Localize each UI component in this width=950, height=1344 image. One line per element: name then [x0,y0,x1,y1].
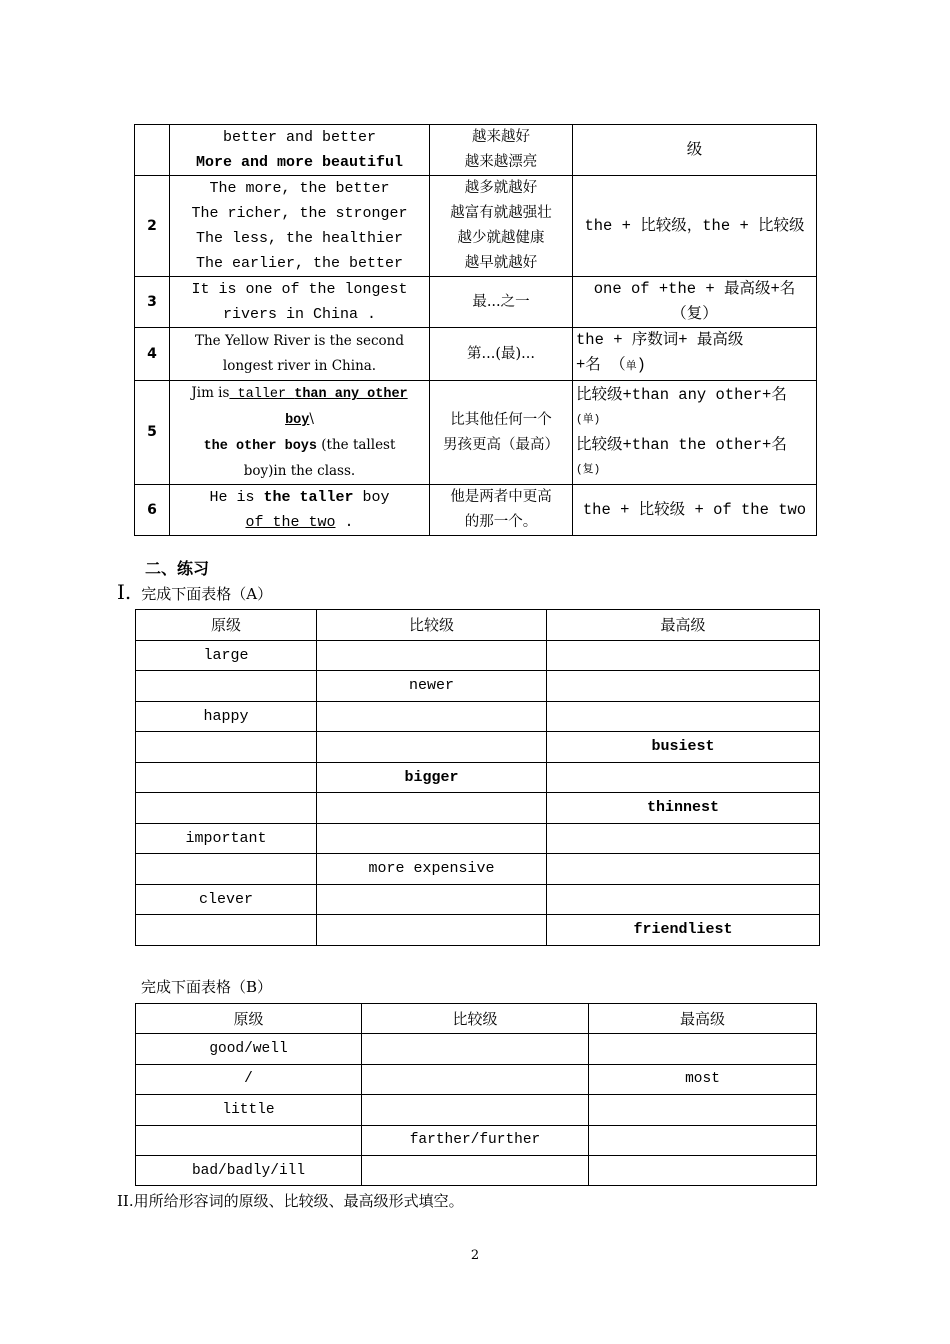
example-cell: better and better More and more beautiful [170,125,430,176]
table-row [135,485,817,536]
row-number [135,125,170,176]
table-row [135,328,817,381]
structure-cell: 比较级+than any other+名 (单) 比较级+than the other+名 (复) [573,381,817,485]
section-heading: 二、练习 [145,559,210,578]
row-number: 6 [135,485,170,536]
example-cell: He is the taller boy of the two . [170,485,430,536]
table-cell: bigger [317,762,547,793]
table-row [136,671,820,702]
table-cell [547,762,820,793]
column-header: 比较级 [362,1004,589,1034]
table-cell [136,762,317,793]
part1-label: I. 完成下面表格（A） [117,580,273,604]
table-cell [589,1155,817,1185]
row-number: 2 [135,176,170,277]
table-cell: important [136,823,317,854]
row-number: 5 [135,381,170,485]
table-row [136,732,820,763]
table-a [135,609,820,946]
meaning-cell: 比其他任何一个 男孩更高（最高） [430,381,573,485]
table-row [135,277,817,328]
table-b [135,1003,817,1186]
meaning-cell: 第...(最)... [430,328,573,381]
table-cell: newer [317,671,547,702]
column-header: 比较级 [317,610,547,641]
table-row [136,854,820,885]
table-cell [136,671,317,702]
row-number: 3 [135,277,170,328]
table-cell: thinnest [547,793,820,824]
table-row [136,1095,817,1125]
table-cell: clever [136,884,317,915]
example-cell: The more, the better The richer, the stronger The less, the healthier The earlier, the better [170,176,430,277]
table-row [136,1155,817,1185]
table-cell [589,1125,817,1155]
column-header: 最高级 [589,1004,817,1034]
table-cell [317,823,547,854]
part-b-label: 完成下面表格（B） [141,978,273,996]
grammar-table [134,124,817,536]
table-cell [547,640,820,671]
table-row [136,762,820,793]
table-row [135,381,817,485]
table-row [136,793,820,824]
table-cell [136,854,317,885]
structure-cell: the + 序数词+ 最高级 +名 （单) [573,328,817,381]
example-cell: It is one of the longest rivers in China . [170,277,430,328]
table-cell [547,823,820,854]
table-cell: / [136,1064,362,1094]
column-header: 最高级 [547,610,820,641]
table-cell [547,884,820,915]
table-row [136,701,820,732]
meaning-cell: 最...之一 [430,277,573,328]
table-cell [317,732,547,763]
table-cell: friendliest [547,915,820,946]
table-cell [317,915,547,946]
table-row [136,823,820,854]
table-cell: large [136,640,317,671]
structure-cell: 级 [573,125,817,176]
header-row [136,1004,817,1034]
table-row [136,915,820,946]
table-row [135,125,817,176]
table-cell [136,915,317,946]
example-cell: Jim is taller than any other boy\ the other boys (the tallest boy)in the class. [170,381,430,485]
table-cell: good/well [136,1034,362,1064]
meaning-cell: 越多就越好 越富有就越强壮 越少就越健康 越早就越好 [430,176,573,277]
table-cell [136,732,317,763]
table-cell [136,1125,362,1155]
table-cell: bad/badly/ill [136,1155,362,1185]
table-cell: farther/further [362,1125,589,1155]
table-cell: most [589,1064,817,1094]
example-cell: The Yellow River is the second longest river in China. [170,328,430,381]
row-number: 4 [135,328,170,381]
table-row [136,1125,817,1155]
table-cell [317,640,547,671]
table-cell [547,854,820,885]
table-row [136,1064,817,1094]
header-row [136,610,820,641]
table-cell: happy [136,701,317,732]
table-row [135,176,817,277]
table-cell [362,1064,589,1094]
table-cell [362,1034,589,1064]
structure-cell: the + 比较级，the + 比较级 [573,176,817,277]
table-cell: more expensive [317,854,547,885]
column-header: 原级 [136,610,317,641]
part2-label: II.用所给形容词的原级、比较级、最高级形式填空。 [117,1192,464,1210]
table-cell [317,793,547,824]
table-row [136,884,820,915]
table-cell [589,1034,817,1064]
page-number: 2 [470,1248,480,1263]
table-row [136,1034,817,1064]
meaning-cell: 越来越好 越来越漂亮 [430,125,573,176]
table-cell [317,884,547,915]
meaning-cell: 他是两者中更高 的那一个。 [430,485,573,536]
column-header: 原级 [136,1004,362,1034]
table-cell [547,671,820,702]
structure-cell: one of +the + 最高级+名 （复） [573,277,817,328]
table-cell [317,701,547,732]
table-cell: little [136,1095,362,1125]
table-cell [589,1095,817,1125]
structure-cell: the + 比较级 + of the two [573,485,817,536]
table-cell [362,1095,589,1125]
table-cell [362,1155,589,1185]
table-row [136,640,820,671]
table-cell: busiest [547,732,820,763]
table-cell [547,701,820,732]
table-cell [136,793,317,824]
